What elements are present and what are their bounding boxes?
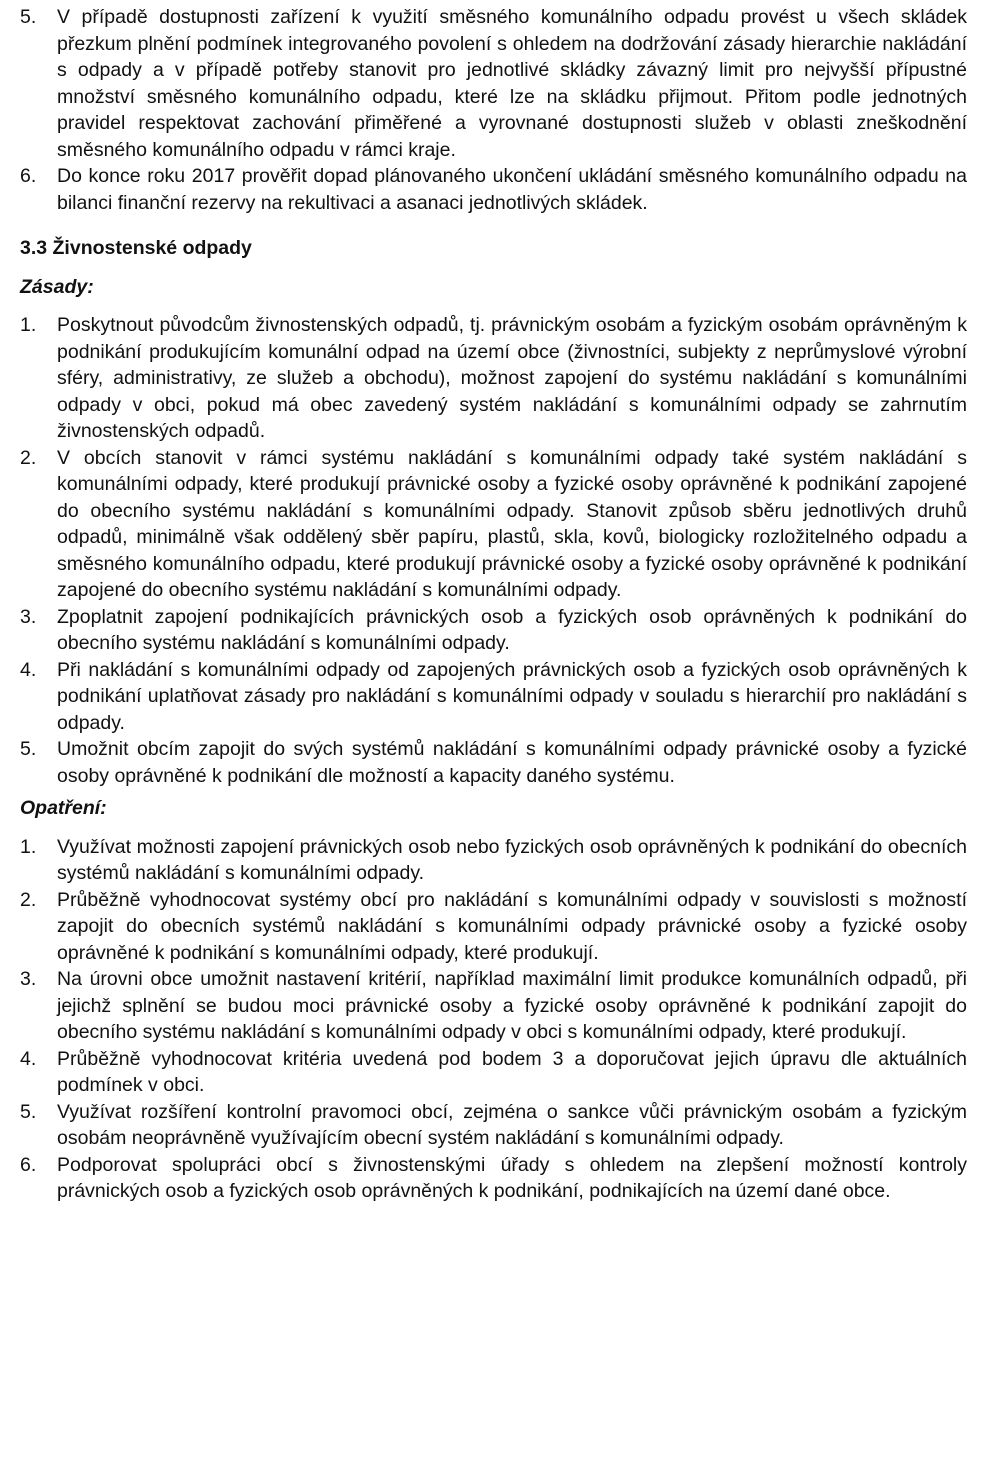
item-number: 1. <box>20 314 37 336</box>
item-text: Využívat rozšíření kontrolní pravomoci obcí, zejména o sankce vůči právnickým osobám a fyzickým osobám neoprávněně využívajícím obecní systém nakládání s komunálními odpady. <box>57 1100 967 1149</box>
item-number: 2. <box>20 446 37 469</box>
item-number: 6. <box>20 165 37 187</box>
list-item <box>20 1046 967 1099</box>
item-text: Využívat možnosti zapojení právnických osob nebo fyzických osob oprávněných k podnikání do obecních systémů nakládání s komunálními odpady. <box>57 835 967 884</box>
principles-heading: Zásady: <box>20 275 94 298</box>
list-item <box>20 736 967 789</box>
list-item <box>20 966 967 1046</box>
measures-heading: Opatření: <box>20 797 107 819</box>
item-number: 4. <box>20 1047 37 1070</box>
list-item <box>20 4 967 163</box>
list-item <box>20 887 967 967</box>
measures-list <box>20 834 967 1205</box>
principles-list <box>20 312 967 789</box>
item-number: 5. <box>20 738 37 760</box>
item-text: Průběžně vyhodnocovat kritéria uvedená pod bodem 3 a doporučovat jejich úpravu dle aktuálních podmínek v obci. <box>57 1047 967 1096</box>
item-text: Průběžně vyhodnocovat systémy obcí pro nakládání s komunálními odpady v souvislosti s možností zapojit do obecních systémů nakládání s komunálními odpady právnické osoby a fyzické osoby oprávněné k podnikání s komunálními odpady, které produkují. <box>57 888 967 964</box>
item-number: 5. <box>20 6 37 28</box>
list-item <box>20 312 967 445</box>
item-text: Umožnit obcím zapojit do svých systémů nakládání s komunálními odpady právnické osoby a fyzické osoby oprávněné k podnikání dle možností a kapacity daného systému. <box>57 738 967 787</box>
item-number: 5. <box>20 1100 37 1123</box>
list-item <box>20 604 967 657</box>
list-item <box>20 163 967 216</box>
item-text: Zpoplatnit zapojení podnikajících právnických osob a fyzických osob oprávněných k podnikání do obecního systému nakládání s komunálními odpady. <box>57 605 967 654</box>
item-text: V případě dostupnosti zařízení k využití směsného komunálního odpadu provést u všech skládek přezkum plnění podmínek integrovaného povolení s ohledem na dodržování zásady hierarchie nakládání s odpady a v případě potřeby stanovit pro jednotlivé skládky závazný limit pro nejvyšší přípustné množství směsného komunálního odpadu, které lze na skládku přijmout. Přitom podle jednotných pravidel respektovat zachování přiměřené a vyrovnané dostupnosti služeb v oblasti zneškodnění směsného komunálního odpadu v rámci kraje. <box>57 6 967 161</box>
item-number: 6. <box>20 1153 37 1176</box>
continuation-list <box>20 4 967 216</box>
item-text: Při nakládání s komunálními odpady od zapojených právnických osob a fyzických osob oprávněných k podnikání uplatňovat zásady pro nakládání s komunálními odpady v souladu s hierarchií pro nakládání s odpady. <box>57 658 967 734</box>
item-number: 3. <box>20 605 37 628</box>
item-text: Na úrovni obce umožnit nastavení kritérií, například maximální limit produkce komunálních odpadů, při jejichž splnění se budou moci právnické osoby a fyzické osoby oprávněné k podnikání zapojit do obecního systému nakládání s komunálními odpady v obci s komunálními odpady, které produkují. <box>57 968 967 1043</box>
item-text: Do konce roku 2017 prověřit dopad plánovaného ukončení ukládání směsného komunálního odpadu na bilanci finanční rezervy na rekultivaci a asanaci jednotlivých skládek. <box>57 165 967 214</box>
list-item <box>20 1152 967 1205</box>
section-heading: 3.3 Živnostenské odpady <box>20 237 252 259</box>
item-text: Poskytnout původcům živnostenských odpadů, tj. právnickým osobám a fyzickým osobám oprávněným k podnikání produkujícím komunální odpad na území obce (živnostníci, subjekty z neprůmyslové výrobní sféry, administrativy, ze služeb a obchodu), možnost zapojení do systému nakládání s komunálními odpady v obci, pokud má obec zavedený systém nakládání s komunálními odpady se zahrnutím živnostenských odpadů. <box>57 314 967 442</box>
item-text: V obcích stanovit v rámci systému nakládání s komunálními odpady také systém nakládání s komunálními odpady, které produkují právnické osoby a fyzické osoby oprávněné k podnikání zapojené do obecního systému nakládání s komunálními odpady. Stanovit způsob sběru jednotlivých druhů odpadů, minimálně však oddělený sběr papíru, plastů, skla, kovů, biologicky rozložitelného odpadu a směsného komunálního odpadu, které produkují právnické osoby a fyzické osoby oprávněné k podnikání zapojené do obecního systému nakládání s komunálními odpady. <box>57 446 967 601</box>
list-item <box>20 445 967 604</box>
list-item <box>20 834 967 887</box>
item-text: Podporovat spolupráci obcí s živnostenskými úřady s ohledem na zlepšení možností kontroly právnických osob a fyzických osob oprávněných k podnikání, podnikajících na území dané obce. <box>57 1153 967 1202</box>
list-item <box>20 657 967 737</box>
list-item <box>20 1099 967 1152</box>
item-number: 3. <box>20 968 37 990</box>
item-number: 4. <box>20 658 37 681</box>
item-number: 1. <box>20 835 37 858</box>
item-number: 2. <box>20 888 37 911</box>
